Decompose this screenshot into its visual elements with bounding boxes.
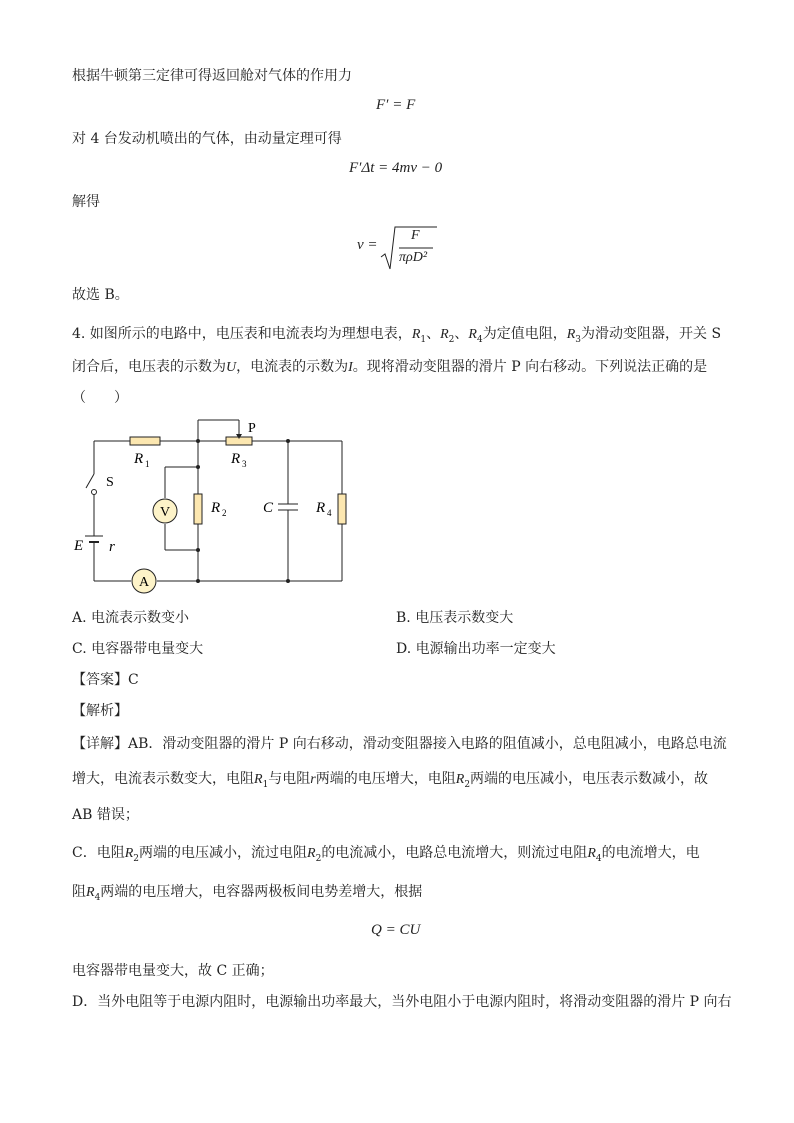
junction-dot — [286, 579, 290, 583]
symbol: R — [455, 772, 465, 787]
explanation-text: 阻 — [72, 884, 86, 900]
junction-dot — [196, 465, 200, 469]
label-r3-sub: 3 — [242, 459, 247, 469]
option-a: A. 电流表示数变小 — [72, 610, 190, 626]
sqrt-equation — [357, 224, 447, 274]
junction-dot — [196, 579, 200, 583]
fraction-denominator: πρD² — [399, 250, 428, 265]
explanation-line — [72, 882, 422, 908]
question-text: 闭合后，电压表的示数为 — [72, 359, 226, 375]
symbol: r — [310, 772, 316, 787]
symbol: R — [440, 327, 449, 342]
subscript: 2 — [133, 853, 140, 864]
label-e: E — [74, 538, 84, 554]
junction-dot — [196, 548, 200, 552]
text-line: 解得 — [72, 194, 100, 210]
explanation-text: C．电阻 — [72, 845, 125, 861]
label-r1-sub: 1 — [145, 459, 150, 469]
explanation-text: 增大，电流表示数变大，电阻 — [72, 771, 254, 787]
symbol: R — [468, 327, 477, 342]
subscript: 2 — [315, 853, 322, 864]
text-line: 根据牛顿第三定律可得返回舱对气体的作用力 — [72, 68, 352, 84]
label-r3: R — [231, 451, 241, 467]
option-c: C. 电容器带电量变大 — [72, 641, 204, 657]
explanation-line — [72, 769, 708, 795]
symbol: R — [587, 846, 596, 861]
subscript: 3 — [575, 334, 581, 345]
resistor-r2 — [194, 494, 202, 524]
fraction-numerator: F — [411, 228, 420, 243]
explanation-line: 【详解】AB．滑动变阻器的滑片 P 向右移动，滑动变阻器接入电路的阻值减小，总电阻减小，电路总电流 — [72, 736, 727, 752]
equation: Q = CU — [371, 922, 421, 938]
label-s: S — [106, 475, 114, 490]
question-text: 4. 如图所示的电路中，电压表和电流表均为理想电表， — [72, 326, 412, 342]
equation-lhs: v = — [357, 237, 378, 253]
equation: F′ = F — [376, 97, 416, 113]
question-text: 。现将滑动变阻器的滑片 P 向右移动。下列说法正确的是 — [352, 359, 708, 375]
question-line — [72, 357, 707, 378]
explanation-text: 的电流减小，电路总电流增大，则流过电阻 — [321, 845, 588, 861]
question-line: 4. 如图所示的电路中，电压表和电流表均为理想电表，$R_1$、$R_2$、$R_4$为定值电阻，$R_3$为滑动变阻器，开关 S — [72, 326, 722, 345]
explanation-text: 的电流增大，电 — [601, 845, 700, 861]
voltmeter-label: V — [160, 505, 171, 520]
ammeter-label: A — [139, 575, 150, 590]
symbol: R — [124, 846, 134, 861]
option-b: B. 电压表示数变大 — [396, 610, 514, 626]
symbol: U — [226, 360, 237, 375]
explanation-line: AB 错误； — [72, 807, 139, 823]
question-text: 为定值电阻， — [482, 326, 567, 342]
label-r2-sub: 2 — [222, 508, 227, 518]
subscript: 2 — [448, 334, 455, 345]
text-line: 对 4 台发动机喷出的气体，由动量定理可得 — [72, 131, 342, 147]
analysis-heading: 【解析】 — [72, 703, 128, 719]
symbol: R — [411, 327, 421, 342]
resistor-r4 — [338, 494, 346, 524]
subscript: 2 — [464, 779, 471, 790]
symbol: R — [566, 327, 576, 342]
symbol: R — [254, 772, 263, 787]
label-r4: R — [316, 500, 326, 516]
text-line: 故选 B。 — [72, 287, 129, 303]
radical-sign — [357, 224, 447, 274]
label-r2: R — [211, 500, 221, 516]
switch-contact — [92, 490, 97, 495]
explanation-line: 电容器带电量变大，故 C 正确； — [72, 963, 274, 979]
subscript: 4 — [94, 892, 101, 903]
label-r1: R — [134, 451, 144, 467]
junction-dot — [196, 439, 200, 443]
equation: F′Δt = 4mv − 0 — [349, 160, 443, 176]
question-text: 为滑动变阻器，开关 S — [581, 326, 722, 342]
explanation-line: D．当外电阻等于电源内阻时，电源输出功率最大，当外电阻小于电源内阻时，将滑动变阻器的滑片 P 向右 — [72, 994, 732, 1010]
question-text: ，电流表的示数为 — [236, 359, 349, 375]
symbol: R — [86, 885, 95, 900]
label-p: P — [248, 421, 256, 436]
answer-paren: （ ） — [72, 390, 128, 406]
resistor-r1 — [130, 437, 160, 445]
symbol: I — [348, 360, 353, 375]
answer-line: 【答案】C — [72, 672, 139, 688]
subscript: 1 — [262, 779, 269, 790]
subscript: 4 — [476, 334, 483, 345]
label-r: r — [109, 539, 115, 555]
label-c: C — [263, 500, 274, 516]
explanation-text: 两端的电压增大，电容器两极板间电势差增大，根据 — [100, 884, 423, 900]
label-r4-sub: 4 — [327, 508, 332, 518]
option-d: D. 电源输出功率一定变大 — [396, 641, 556, 657]
explanation-line — [72, 843, 700, 869]
symbol: R — [307, 846, 316, 861]
explanation-text: 两端的电压减小，流过电阻 — [139, 845, 308, 861]
subscript: 1 — [420, 334, 427, 345]
circuit-diagram — [70, 414, 370, 596]
explanation-text: 两端的电压减小，电压表示数减小，故 — [470, 771, 709, 787]
junction-dot — [286, 439, 290, 443]
explanation-text: 两端的电压增大，电阻 — [315, 771, 456, 787]
subscript: 4 — [595, 853, 602, 864]
explanation-text: 与电阻 — [268, 771, 311, 787]
